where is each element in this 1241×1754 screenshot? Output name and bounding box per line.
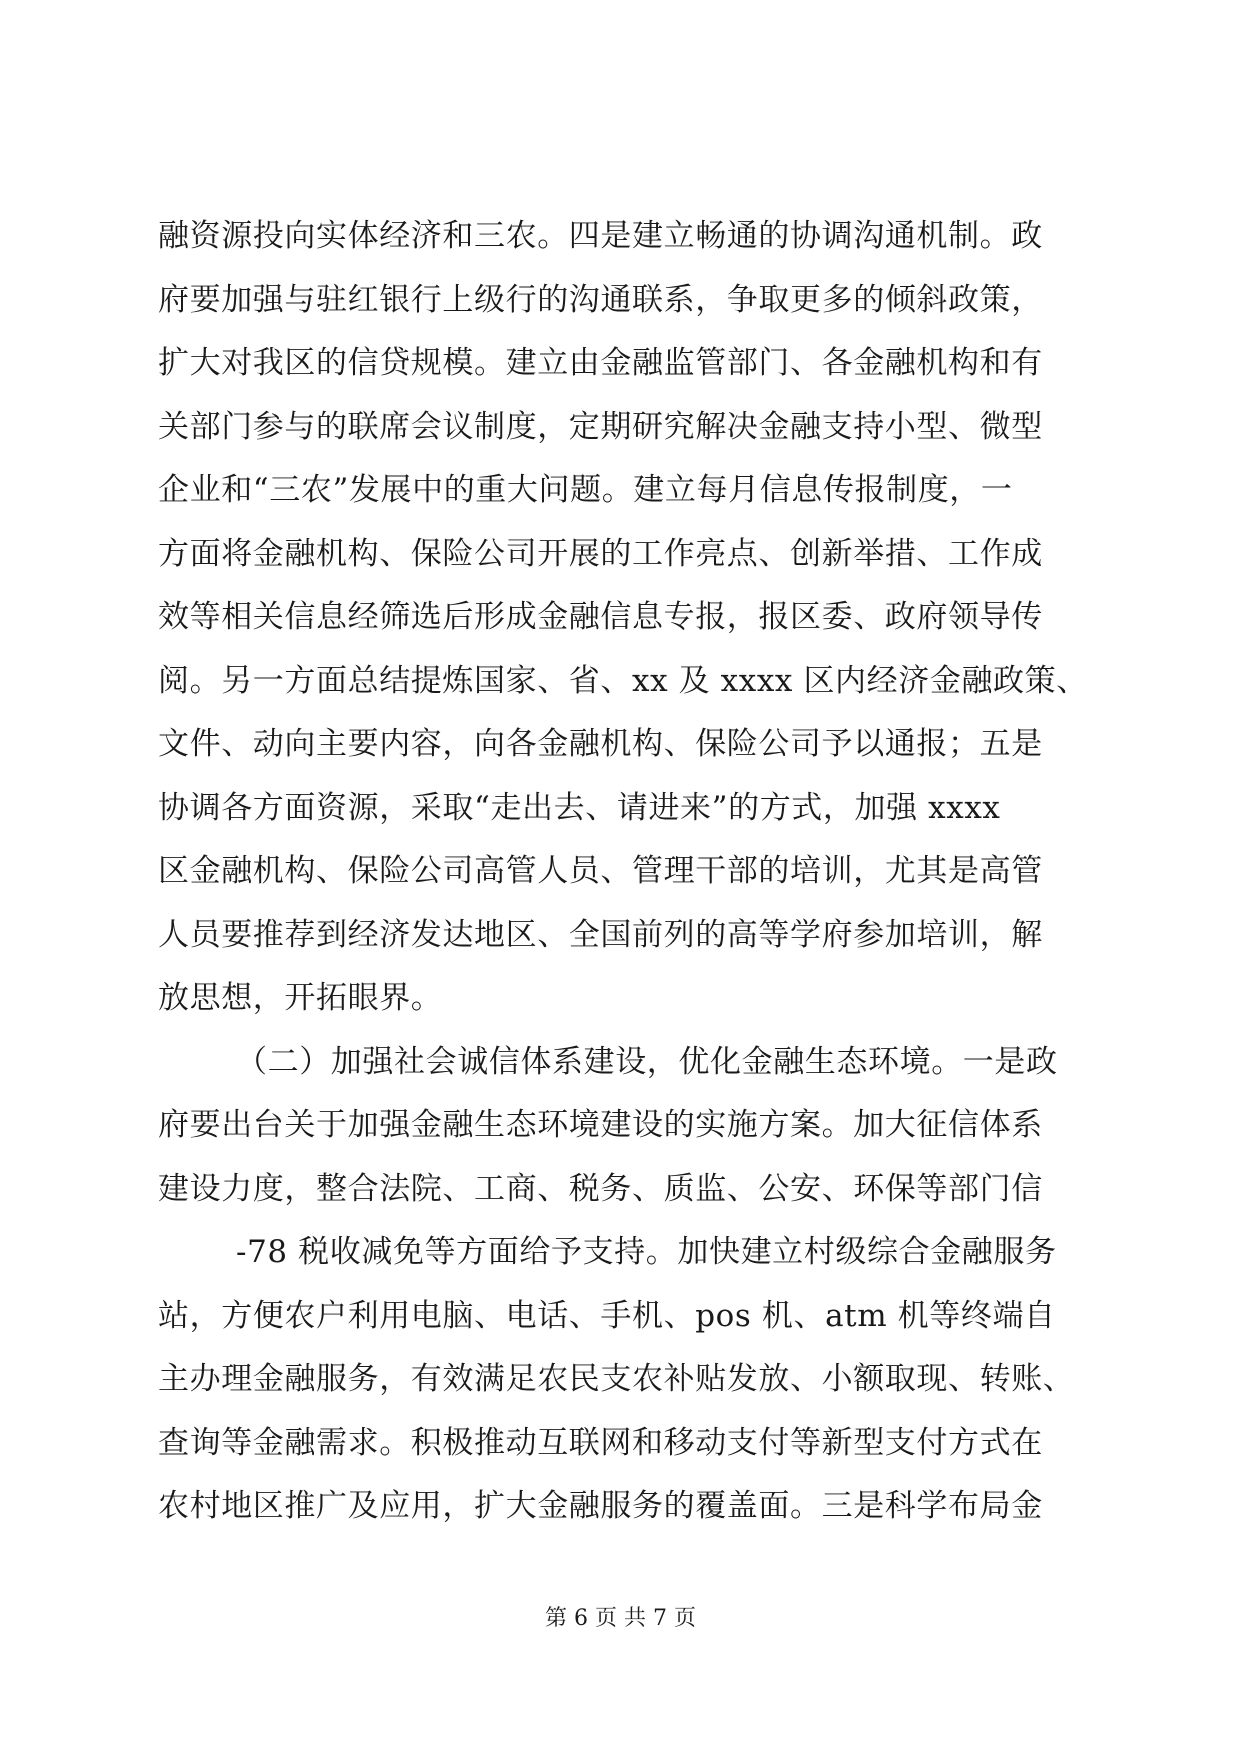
page-number-footer: 第 6 页 共 7 页 <box>545 1606 696 1631</box>
body-line: 文件、动向主要内容，向各金融机构、保险公司予以通报；五是 <box>158 726 1043 762</box>
body-line: 关部门参与的联席会议制度，定期研究解决金融支持小型、微型 <box>158 409 1043 445</box>
body-line: 建设力度，整合法院、工商、税务、质监、公安、环保等部门信 <box>158 1171 1043 1207</box>
body-line: 企业和“三农”发展中的重大问题。建立每月信息传报制度，一 <box>158 472 1013 508</box>
body-line: 站，方便农户利用电脑、电话、手机、pos 机、atm 机等终端自 <box>158 1298 1056 1334</box>
body-line: 区金融机构、保险公司高管人员、管理干部的培训，尤其是高管 <box>158 853 1043 889</box>
body-line: 放思想，开拓眼界。 <box>158 980 443 1016</box>
body-line: 府要出台关于加强金融生态环境建设的实施方案。加大征信体系 <box>158 1107 1043 1143</box>
body-line: 阅。另一方面总结提炼国家、省、xx 及 xxxx 区内经济金融政策、 <box>158 663 1088 699</box>
body-line: 效等相关信息经筛选后形成金融信息专报，报区委、政府领导传 <box>158 599 1043 635</box>
body-line: 扩大对我区的信贷规模。建立由金融监管部门、各金融机构和有 <box>158 345 1043 381</box>
body-line: 查询等金融需求。积极推动互联网和移动支付等新型支付方式在 <box>158 1425 1043 1461</box>
section-heading-line: （二）加强社会诚信体系建设，优化金融生态环境。一是政 <box>236 1044 1058 1080</box>
body-line: 人员要推荐到经济发达地区、全国前列的高等学府参加培训，解 <box>158 917 1043 953</box>
body-line: 协调各方面资源，采取“走出去、请进来”的方式，加强 xxxx <box>158 790 1001 826</box>
body-line: 府要加强与驻红银行上级行的沟通联系，争取更多的倾斜政策， <box>158 282 1043 318</box>
body-line: 农村地区推广及应用，扩大金融服务的覆盖面。三是科学布局金 <box>158 1488 1043 1524</box>
body-line: 方面将金融机构、保险公司开展的工作亮点、创新举措、工作成 <box>158 536 1043 572</box>
body-line: 主办理金融服务，有效满足农民支农补贴发放、小额取现、转账、 <box>158 1361 1075 1397</box>
body-line: 融资源投向实体经济和三农。四是建立畅通的协调沟通机制。政 <box>158 218 1043 254</box>
body-line: -78 税收减免等方面给予支持。加快建立村级综合金融服务 <box>236 1234 1057 1270</box>
